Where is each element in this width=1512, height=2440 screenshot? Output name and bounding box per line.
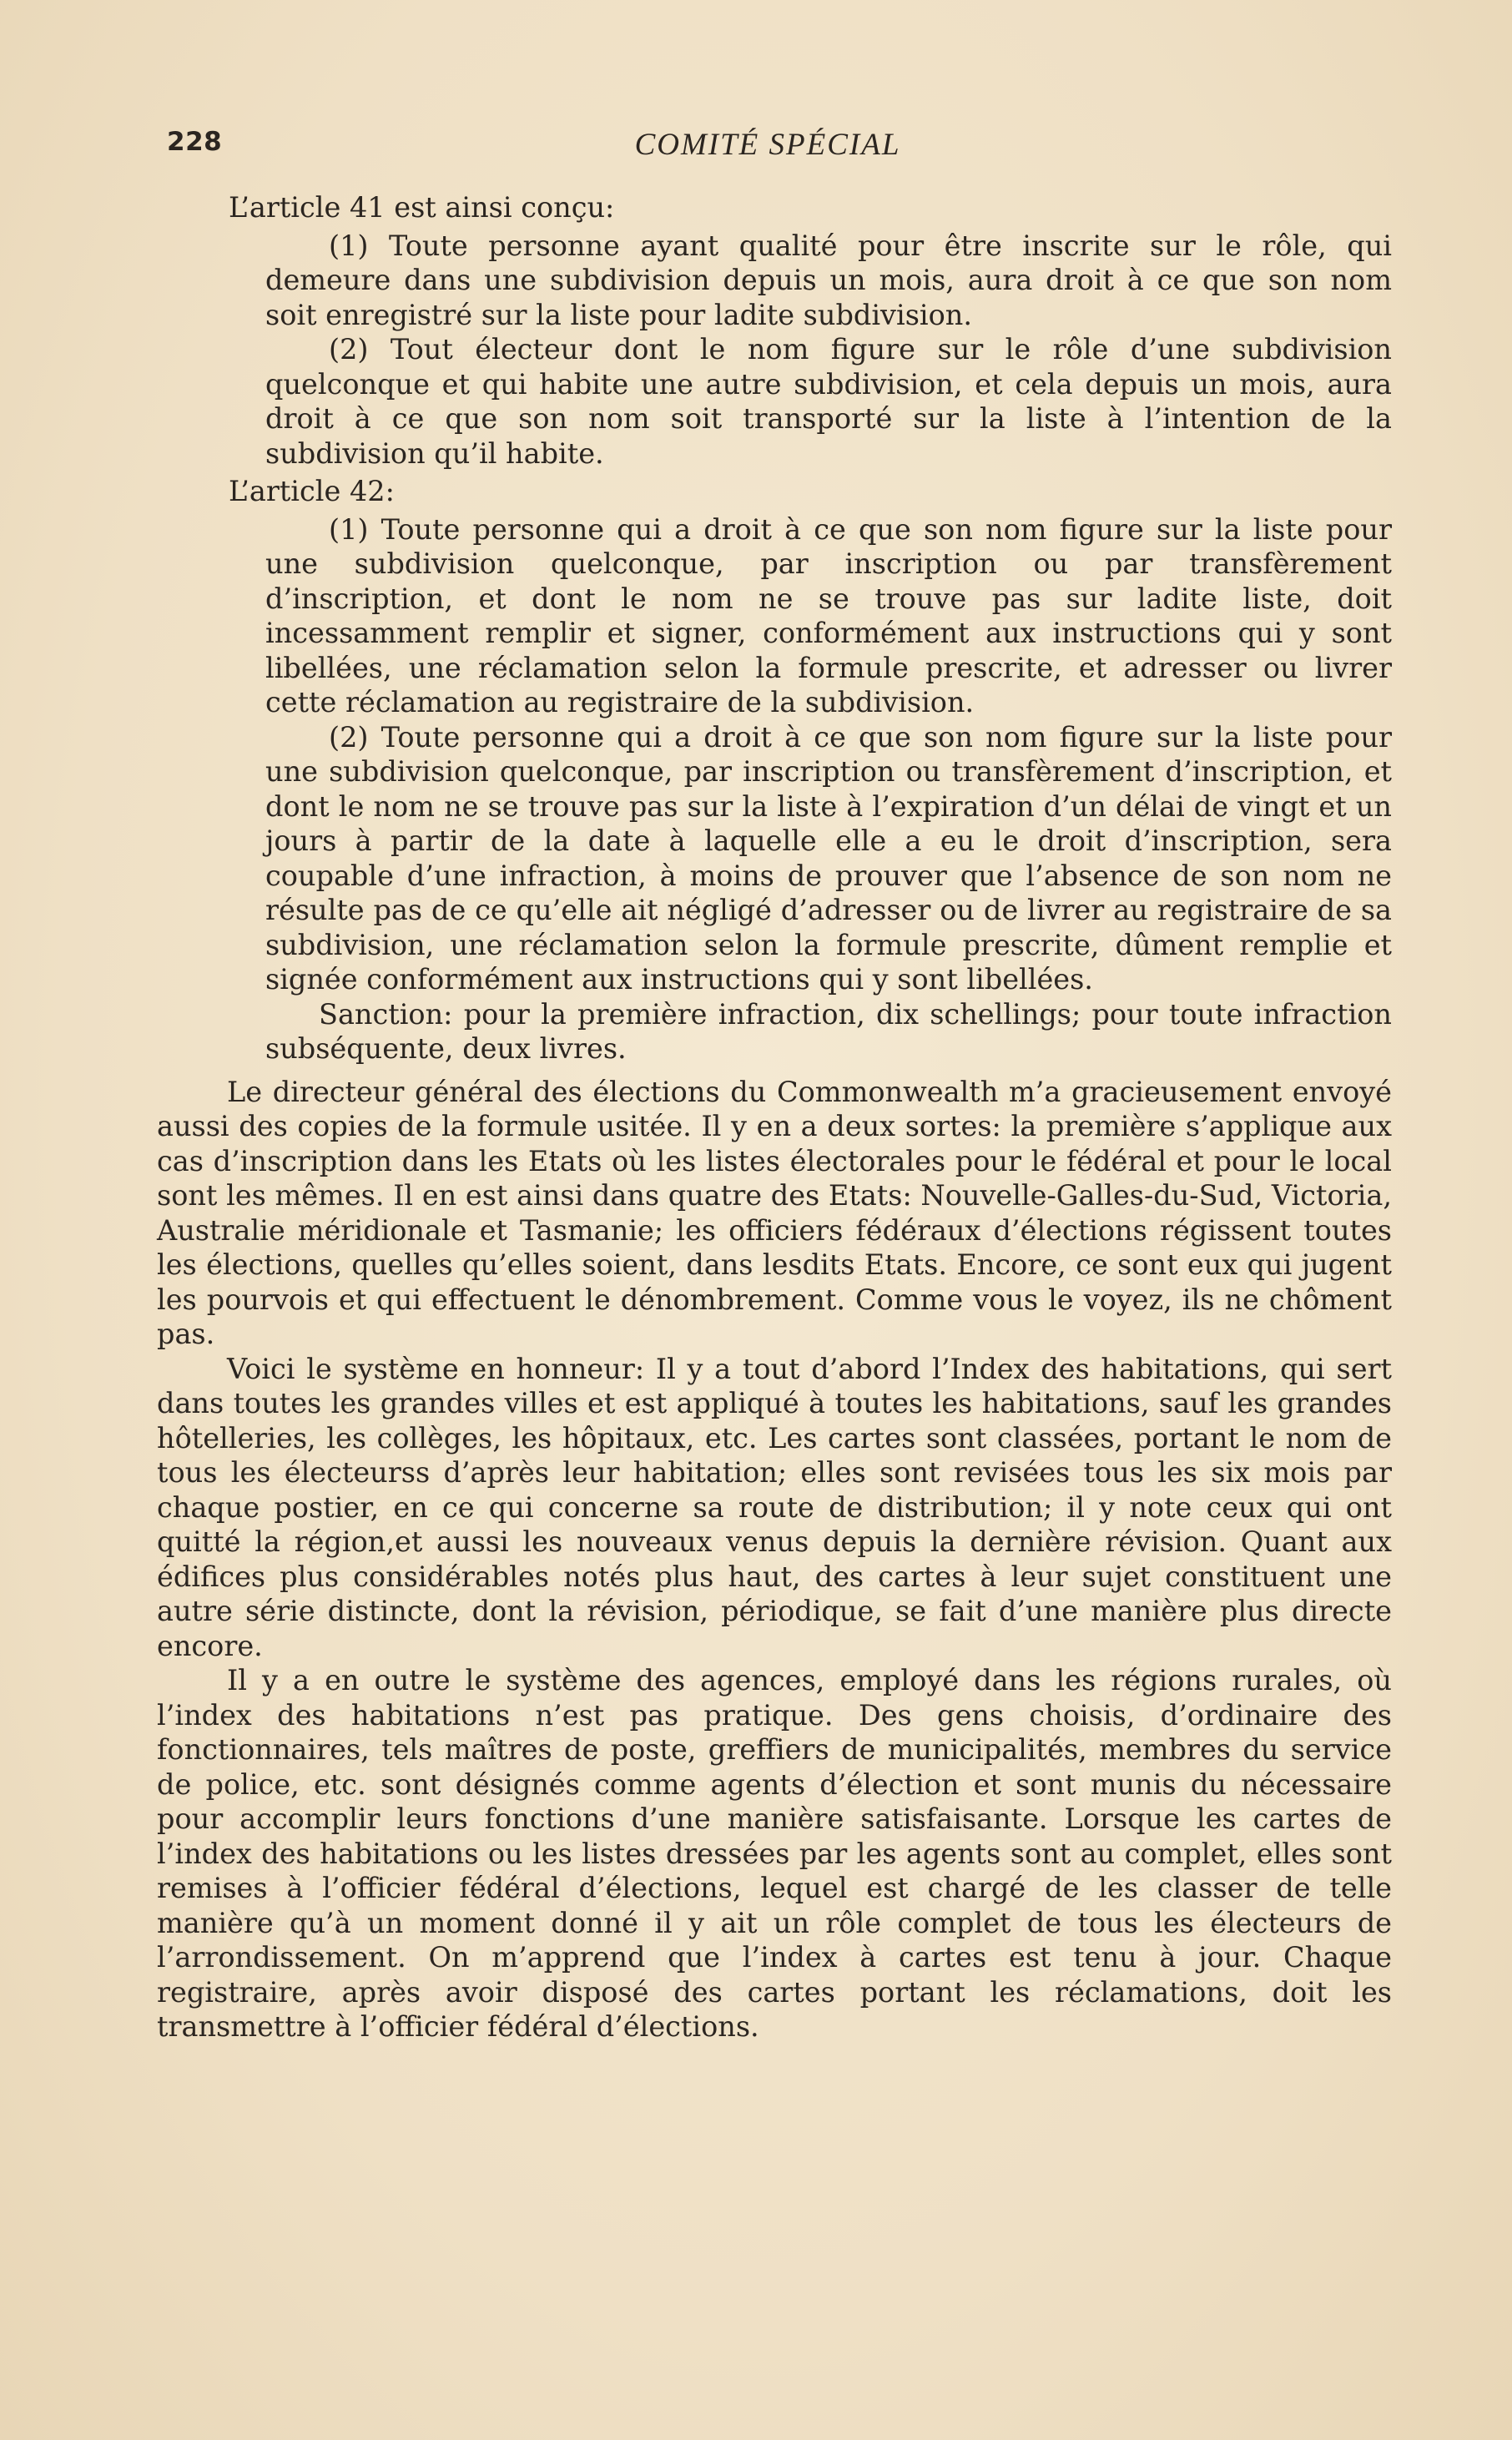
page-header <box>159 127 1377 169</box>
body-text <box>157 190 1392 2044</box>
article-42-intro: L’article 42: <box>229 475 395 507</box>
paragraph-agences: Il y a en outre le système des agences, employé dans les régions rurales, où l’index des habitations n’est pas pratique. Des gens choisis, d’ordinaire des fonctionnaires, tels maîtres de poste, greffiers de municipalités, membres du service de police, etc. sont désignés comme agents d’élection et sont munis du nécessaire pour accomplir leurs fonctions d’une manière satisfaisante. Lorsque les cartes de l’index des habitations ou les listes dressées par les agents sont au complet, elles sont remises à l’officier fédéral d’élections, lequel est chargé de les classer de telle manière qu’à un moment donné il y ait un rôle complet de tous les électeurs de l’arrondissement. On m’apprend que l’index à cartes est tenu à jour. Chaque registraire, après avoir disposé des cartes portant les réclamations, doit les transmettre à l’officier fédéral d’élections. <box>157 1664 1392 2043</box>
running-title: COMITÉ SPÉCIAL <box>634 128 901 162</box>
paragraph-systeme: Voici le système en honneur: Il y a tout d’abord l’Index des habitations, qui sert dans toutes les grandes villes et est appliqué à toutes les habitations, sauf les grandes hôtelleries, les collèges, les hôpitaux, etc. Les cartes sont classées, portant le nom de tous les électeurss d’après leur habitation; elles sont revisées tous les six mois par chaque postier, en ce qui concerne sa route de distribution; il y note ceux qui ont quitté la région,et aussi les nouveaux venus depuis la dernière révision. Quant aux édifices plus considérables notés plus haut, des cartes à leur sujet constituent une autre série distincte, dont la révision, périodique, se fait d’une manière plus directe encore. <box>157 1352 1392 1662</box>
article-41-subsection-1: (1) Toute personne ayant qualité pour être inscrite sur le rôle, qui demeure dans une subdivision depuis un mois, aura droit à ce que son nom soit enregistré sur la liste pour ladite subdivision. <box>265 229 1392 331</box>
paragraph-directeur: Le directeur général des élections du Commonwealth m’a gracieusement envoyé aussi des copies de la formule usitée. Il y en a deux sortes: la première s’applique aux cas d’inscription dans les Etats où les listes électorales pour le fédéral et pour le local sont les mêmes. Il en est ainsi dans quatre des Etats: Nouvelle-Galles-du-Sud, Victoria, Australie méridionale et Tasmanie; les officiers fédéraux d’élections régissent toutes les élections, quelles qu’elles soient, dans lesdits Etats. Encore, ce sont eux qui jugent les pourvois et qui effectuent le dénombrement. Comme vous le voyez, ils ne chôment pas. <box>157 1075 1392 1350</box>
article-41-subsection-2: (2) Tout électeur dont le nom figure sur le rôle d’une subdivision quelconque et qui habite une autre subdivision, et cela depuis un mois, aura droit à ce que son nom soit transporté sur la liste à l’intention de la subdivision qu’il habite. <box>265 333 1392 470</box>
sanction-paragraph: Sanction: pour la première infraction, dix schellings; pour toute infraction subséquente, deux livres. <box>265 997 1392 1065</box>
article-42-subsection-1: (1) Toute personne qui a droit à ce que son nom figure sur la liste pour une subdivision quelconque, par inscription ou par transfèrement d’inscription, et dont le nom ne se trouve pas sur ladite liste, doit incessamment remplir et signer, conformément aux instructions qui y sont libellées, une réclamation selon la formule prescrite, et adresser ou livrer cette réclamation au registraire de la subdivision. <box>265 512 1392 718</box>
article-41-intro: L’article 41 est ainsi conçu: <box>229 191 615 224</box>
page-number: 228 <box>167 127 223 157</box>
article-42-subsection-2: (2) Toute personne qui a droit à ce que son nom figure sur la liste pour une subdivision quelconque, par inscription ou transfèrement d’inscription, et dont le nom ne se trouve pas sur la liste à l’expiration d’un délai de vingt et un jours à partir de la date à laquelle elle a eu le droit d’inscription, sera coupable d’une infraction, à moins de prouver que l’absence de son nom ne résulte pas de ce qu’elle ait négligé d’adresser ou de livrer au registraire de sa subdivision, une réclamation selon la formule prescrite, dûment remplie et signée conformément aux instructions qui y sont libellées. <box>265 720 1392 996</box>
